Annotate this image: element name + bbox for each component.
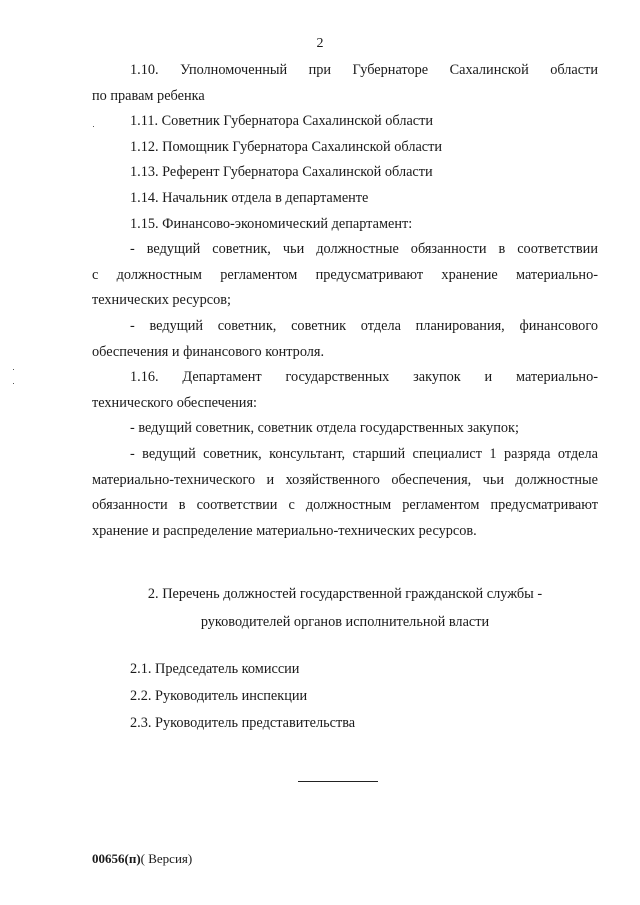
text-line: 1.11. Советник Губернатора Сахалинской области bbox=[130, 113, 434, 130]
list-item bbox=[92, 58, 598, 109]
list-item: 2.3. Руководитель представительства bbox=[130, 715, 356, 731]
section-2-title-line: 2. Перечень должностей государственной гражданской службы - bbox=[147, 586, 543, 602]
scan-speck bbox=[93, 126, 94, 127]
document-code-number: 00656(п) bbox=[92, 851, 141, 866]
section-2-title bbox=[92, 580, 598, 636]
text-line: 1.15. Финансово-экономический департамент: bbox=[130, 215, 413, 232]
list-item bbox=[92, 416, 598, 442]
scan-speck bbox=[13, 369, 14, 370]
list-item bbox=[92, 186, 598, 212]
text-line: хранение и распределение материально-технических ресурсов. bbox=[92, 522, 477, 539]
text-line: материально-технического и хозяйственного обеспечения, чьи должностные bbox=[92, 471, 598, 488]
document-version: ( Версия) bbox=[140, 851, 193, 866]
list-item bbox=[92, 212, 598, 238]
list-item bbox=[92, 442, 598, 544]
text-line: обеспечения и финансового контроля. bbox=[92, 343, 325, 360]
text-line: 1.10. Уполномоченный при Губернаторе Сахалинской области bbox=[130, 62, 598, 78]
list-item: 2.2. Руководитель инспекции bbox=[130, 688, 308, 704]
text-line: 1.13. Референт Губернатора Сахалинской области bbox=[130, 164, 433, 181]
text-line: - ведущий советник, консультант, старший специалист 1 разряда отдела bbox=[130, 445, 598, 462]
section-1-list bbox=[92, 58, 598, 544]
list-item bbox=[92, 237, 598, 314]
text-line: с должностным регламентом предусматривают хранение материально- bbox=[92, 266, 598, 283]
list-item bbox=[92, 135, 598, 161]
scan-speck bbox=[13, 383, 14, 384]
list-item bbox=[92, 365, 598, 416]
section-2-title-line: руководителей органов исполнительной власти bbox=[200, 614, 490, 630]
text-line: технических ресурсов; bbox=[92, 292, 231, 309]
text-line: технического обеспечения: bbox=[92, 394, 258, 411]
section-2-list bbox=[130, 656, 355, 737]
document-code bbox=[92, 851, 192, 867]
text-line: - ведущий советник, чьи должностные обязанности в соответствии bbox=[130, 241, 598, 258]
list-item: 2.1. Председатель комиссии bbox=[130, 661, 300, 677]
separator-line bbox=[298, 781, 378, 782]
text-line: - ведущий советник, советник отдела планирования, финансового bbox=[130, 317, 598, 334]
list-item bbox=[92, 160, 598, 186]
list-item bbox=[92, 314, 598, 365]
text-line: 1.16. Департамент государственных закупок и материально- bbox=[130, 369, 598, 386]
text-line: обязанности в соответствии с должностным регламентом предусматривают bbox=[92, 497, 598, 514]
list-item bbox=[92, 109, 598, 135]
text-line: 1.14. Начальник отдела в департаменте bbox=[130, 189, 369, 206]
text-line: по правам ребенка bbox=[92, 87, 205, 104]
page-number: 2 bbox=[316, 36, 324, 51]
text-line: 1.12. Помощник Губернатора Сахалинской области bbox=[130, 138, 443, 155]
text-line: - ведущий советник, советник отдела государственных закупок; bbox=[130, 420, 519, 437]
